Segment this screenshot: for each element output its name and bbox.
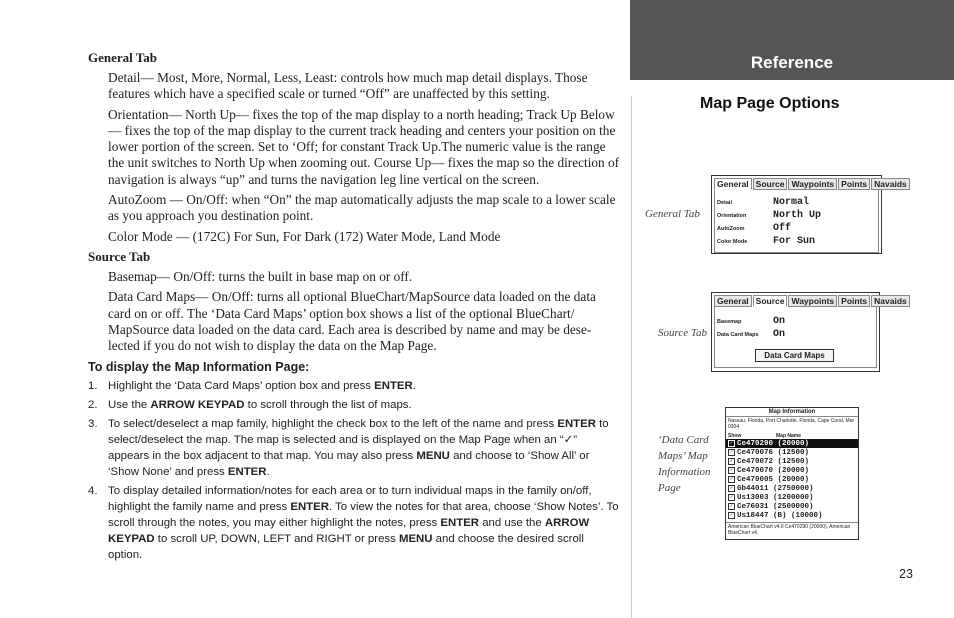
general-tab-screenshot <box>711 175 907 254</box>
paragraph-orientation: Orientation— North Up— fixes the top of the map display to a north heading; Track Up Below— fixes the top of the map display to the current track heading and centers your position on the lower portion of the screen. Set to ‘Off; for constant Track Up.The numeric value is the range the unit switches to North Up when zooming out. Course Up— fixes the map so the direction of navigation is always “up” and turns the navigation leg line vertical on the screen. <box>108 106 620 187</box>
caption-general-tab: General Tab <box>645 208 700 220</box>
map-list-row[interactable] <box>726 493 858 502</box>
caption-map-info <box>658 432 711 496</box>
step-text: . <box>266 466 270 479</box>
map-checkbox[interactable]: ✓ <box>729 467 733 473</box>
step-text: to select/deselect the map. The map is selected and is displayed on the Map Page when an “✓” appears in the box adjacent to that map. You may also press <box>108 418 609 463</box>
tab-navaids[interactable]: Navaids <box>871 178 910 190</box>
source-tab-screenshot <box>711 292 907 372</box>
tab-waypoints[interactable]: Waypoints <box>788 295 837 307</box>
map-notes[interactable]: American BlueChart v4.0 Ce470290 (20000), American BlueChart v4. <box>726 522 858 537</box>
paragraph-color-mode: Color Mode — (172C) For Sun, For Dark (172) Water Mode, Land Mode <box>108 228 501 244</box>
procedure-step <box>88 416 620 480</box>
step-text: Highlight the ‘Data Card Maps’ option box and press <box>108 380 375 393</box>
step-number: 1. <box>88 380 98 393</box>
map-checkbox[interactable]: ✓ <box>729 494 733 500</box>
tab-source[interactable]: Source <box>753 295 788 307</box>
setting-label: Basemap <box>717 318 742 325</box>
setting-value[interactable]: Off <box>773 223 792 234</box>
map-checkbox[interactable]: ✓ <box>729 449 733 455</box>
key-name: MENU <box>416 450 450 463</box>
map-checkbox[interactable]: ✓ <box>729 476 733 482</box>
key-name: ENTER <box>557 418 596 431</box>
tab-general[interactable]: General <box>714 178 752 190</box>
source-settings-panel <box>714 307 877 368</box>
map-checkbox[interactable]: ✓ <box>729 458 733 464</box>
map-name: Ce470072 (12500) <box>737 457 810 466</box>
caption-source-tab: Source Tab <box>658 327 707 339</box>
setting-value[interactable]: On <box>773 316 786 327</box>
caption-line: ‘Data Card <box>658 434 709 446</box>
key-name: ENTER <box>440 517 480 530</box>
tab-waypoints[interactable]: Waypoints <box>788 178 837 190</box>
map-checkbox[interactable]: ✓ <box>729 512 733 518</box>
key-name: MENU <box>398 533 433 546</box>
caption-line: Information <box>658 466 711 478</box>
step-text: and choose the desired scroll option. <box>108 533 584 562</box>
tab-points[interactable]: Points <box>838 295 870 307</box>
step-number: 2. <box>88 399 98 412</box>
setting-value[interactable]: On <box>773 329 786 340</box>
setting-label: Orientation <box>717 212 747 219</box>
tab-navaids[interactable]: Navaids <box>871 295 910 307</box>
step-text: To display detailed information/notes for each area or to turn individual maps in the family on/off, highlight the family name and press <box>108 485 592 514</box>
key-name: ENTER <box>374 380 413 393</box>
caption-line: Maps’ Map <box>658 450 708 462</box>
step-number: 3. <box>88 418 98 431</box>
step-text: . To view the notes for that area, choose ‘Show Notes’. To scroll through the notes, you may either highlight the notes, press <box>108 501 619 530</box>
setting-label: Color Mode <box>717 238 748 245</box>
tab-row <box>712 176 907 190</box>
source-tab-heading: Source Tab <box>88 248 151 264</box>
map-list-row[interactable] <box>726 448 858 457</box>
section-title: Reference <box>750 53 834 72</box>
map-name: Us13003 (1200000) <box>737 493 814 502</box>
map-list-row[interactable] <box>726 457 858 466</box>
procedure-step <box>88 483 620 563</box>
step-text: and choose to ‘Show All’ or ‘Show None’ and press <box>108 450 590 479</box>
setting-label: Data Card Maps <box>717 331 759 338</box>
step-text: to scroll UP, DOWN, LEFT and RIGHT or press <box>154 533 399 546</box>
setting-label: AutoZoom <box>717 225 745 232</box>
page-title: Map Page Options <box>700 95 840 112</box>
column-divider <box>631 96 632 618</box>
setting-row-orientation[interactable] <box>717 209 874 222</box>
map-info-subtitle: Nassau, Florida, Port Charlotte, Florida, Cape Coral, Mar 0304 <box>728 418 855 430</box>
map-list-row[interactable] <box>726 511 858 520</box>
map-checkbox[interactable]: ✓ <box>729 503 733 509</box>
tab-source[interactable]: Source <box>753 178 788 190</box>
setting-value[interactable]: For Sun <box>773 236 816 247</box>
general-settings-panel <box>714 190 879 253</box>
map-name: Ce76031 (2500000) <box>737 502 814 511</box>
map-information-screenshot <box>725 407 859 540</box>
setting-row-data-card-maps[interactable] <box>717 328 872 341</box>
setting-row-autozoom[interactable] <box>717 222 874 235</box>
data-card-maps-button[interactable]: Data Card Maps <box>755 349 833 362</box>
key-name: ARROW KEYPAD <box>150 399 245 412</box>
map-name: Ce470070 (20000) <box>737 466 810 475</box>
map-checkbox[interactable]: ✓ <box>729 440 733 446</box>
map-list-row[interactable] <box>726 484 858 493</box>
paragraph-detail: Detail— Most, More, Normal, Less, Least: controls how much map detail displays. Those features which have a specified scale or turned “Off” are unaffected by this setting. <box>108 70 588 102</box>
step-text: To select/deselect a map family, highlight the check box to the left of the name and press <box>108 418 558 431</box>
map-checkbox[interactable]: ✓ <box>729 485 733 491</box>
step-text: . <box>412 380 416 393</box>
setting-row-detail[interactable] <box>717 196 874 209</box>
body-text <box>88 50 620 566</box>
key-name: ARROW KEYPAD <box>108 517 590 546</box>
map-name: Ce470005 (20000) <box>737 475 810 484</box>
step-text: to scroll through the list of maps. <box>244 399 412 412</box>
map-name: Gb44011 (2750000) <box>737 484 814 493</box>
map-list-header <box>726 431 858 439</box>
procedure-steps <box>88 378 620 563</box>
setting-value[interactable]: North Up <box>773 210 822 221</box>
setting-label: Detail <box>717 199 732 206</box>
setting-row-basemap[interactable] <box>717 315 872 328</box>
tab-general[interactable]: General <box>714 295 752 307</box>
map-list-row[interactable] <box>726 475 858 484</box>
map-name: Us18447 (B) (10000) <box>737 511 823 520</box>
col-map-name: Map Name <box>776 433 802 439</box>
step-text: and use the <box>479 517 545 530</box>
key-name: ENTER <box>227 466 267 479</box>
col-show: Show <box>728 433 742 439</box>
procedure-step <box>88 397 620 413</box>
tab-points[interactable]: Points <box>838 178 870 190</box>
setting-row-color-mode[interactable] <box>717 235 874 248</box>
map-list <box>726 439 858 520</box>
paragraph-basemap: Basemap— On/Off: turns the built in base map on or off. <box>108 268 413 284</box>
step-text: Use the <box>108 399 151 412</box>
procedure-step <box>88 378 620 394</box>
map-info-title: Map Information <box>726 408 858 417</box>
general-tab-heading: General Tab <box>88 50 157 65</box>
map-name: Ce470290 (20000) <box>737 439 810 448</box>
caption-line: Page <box>658 482 681 494</box>
page-number: 23 <box>899 567 913 581</box>
map-name: Ce470076 (12500) <box>737 448 810 457</box>
paragraph-autozoom: AutoZoom — On/Off: when “On” the map automatically adjusts the map scale to a lower scale as you approach you destination point. <box>108 192 616 224</box>
procedure-heading: To display the Map Information Page: <box>88 360 310 375</box>
tab-row <box>712 293 907 307</box>
map-list-row[interactable] <box>726 502 858 511</box>
setting-value[interactable]: Normal <box>773 197 810 208</box>
paragraph-data-card-maps: Data Card Maps— On/Off: turns all optional BlueChart/MapSource data loaded on the data card on or off. The ‘Data Card Maps’ option box shows a list of the optional BlueChart/ MapSource data loaded on the data card. Each area is described by name and may be dese- lected if you do not wish to display the data on the Map Page. <box>108 289 596 354</box>
section-header-bar <box>630 0 954 80</box>
step-number: 4. <box>88 485 98 498</box>
map-list-row[interactable] <box>726 466 858 475</box>
key-name: ENTER <box>290 501 329 514</box>
map-list-row[interactable] <box>726 439 858 448</box>
